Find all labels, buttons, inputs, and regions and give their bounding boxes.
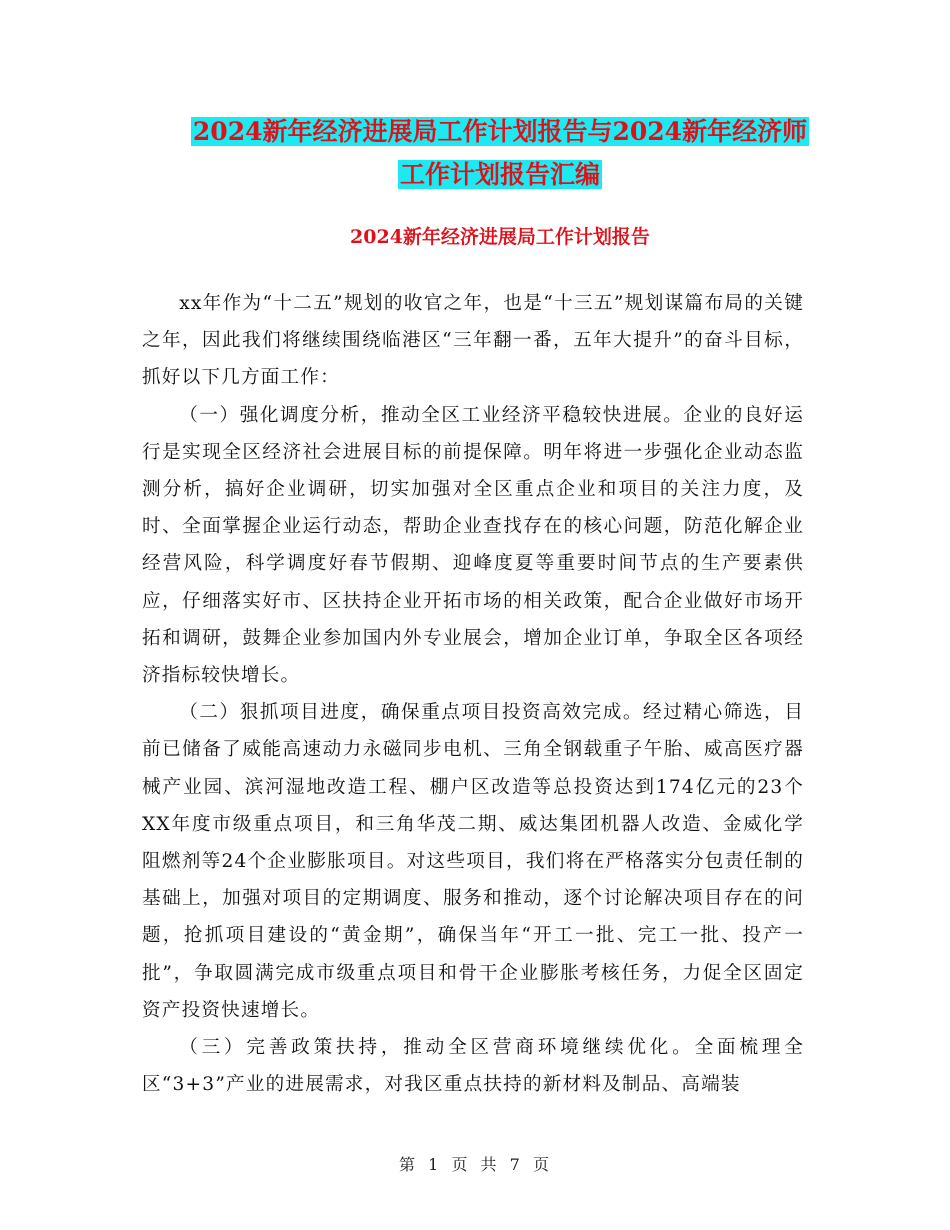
paragraph-intro: xx年作为“十二五”规划的收官之年，也是“十三五”规划谋篇布局的关键之年，因此我们将继续围绕临港区“三年翻一番，五年大提升”的奋斗目标，抓好以下几方面工作： (142, 293, 804, 389)
body-text (142, 285, 804, 1103)
footer-total-label: 共 (480, 1155, 499, 1174)
paragraph-section-3: （三）完善政策扶持，推动全区营商环境继续优化。全面梳理全区“3+3”产业的进展需求，对我区重点扶持的新材料及制品、高端装 (142, 1037, 804, 1096)
document-title-line2 (140, 155, 860, 195)
footer-middle: 页 (451, 1155, 470, 1174)
paragraph-section-1: （一）强化调度分析，推动全区工业经济平稳较快进展。企业的良好运行是实现全区经济社会进展目标的前提保障。明年将进一步强化企业动态监测分析，搞好企业调研，切实加强对全区重点企业和项目的关注力度，及时、全面掌握企业运行动态，帮助企业查找存在的核心问题，防范化解企业经营风险，科学调度好春节假期、迎峰度夏等重要时间节点的生产要素供应，仔细落实好市、区扶持企业开拓市场的相关政策，配合企业做好市场开拓和调研，鼓舞企业参加国内外专业展会，增加企业订单，争取全区各项经济指标较快增长。 (142, 404, 804, 687)
document-title-line1 (140, 112, 860, 152)
footer-current-page: 1 (428, 1155, 441, 1174)
footer-prefix: 第 (399, 1155, 418, 1174)
title-highlight-1: 2024新年经济进展局工作计划报告与2024新年经济师 (192, 117, 808, 146)
title-highlight-2: 工作计划报告汇编 (399, 160, 600, 189)
paragraph-section-2: （二）狠抓项目进度，确保重点项目投资高效完成。经过精心筛选，目前已储备了威能高速动力永磁同步电机、三角全钢载重子午胎、威高医疗器械产业园、滨河湿地改造工程、棚户区改造等总投资达到174亿元的23个XX年度市级重点项目，和三角华茂二期、威达集团机器人改造、金威化学阻燃剂等24个企业膨胀项目。对这些项目，我们将在严格落实分包责任制的基础上，加强对项目的定期调度、服务和推动，逐个讨论解决项目存在的问题，抢抓项目建设的“黄金期”，确保当年“开工一批、完工一批、投产一批”，争取圆满完成市级重点项目和骨干企业膨胀考核任务，力促全区固定资产投资快速增长。 (142, 702, 804, 1021)
section-title: 2024新年经济进展局工作计划报告 (350, 226, 650, 248)
footer-total-pages: 7 (509, 1155, 522, 1174)
page-footer (0, 1152, 950, 1175)
footer-suffix: 页 (532, 1155, 551, 1174)
